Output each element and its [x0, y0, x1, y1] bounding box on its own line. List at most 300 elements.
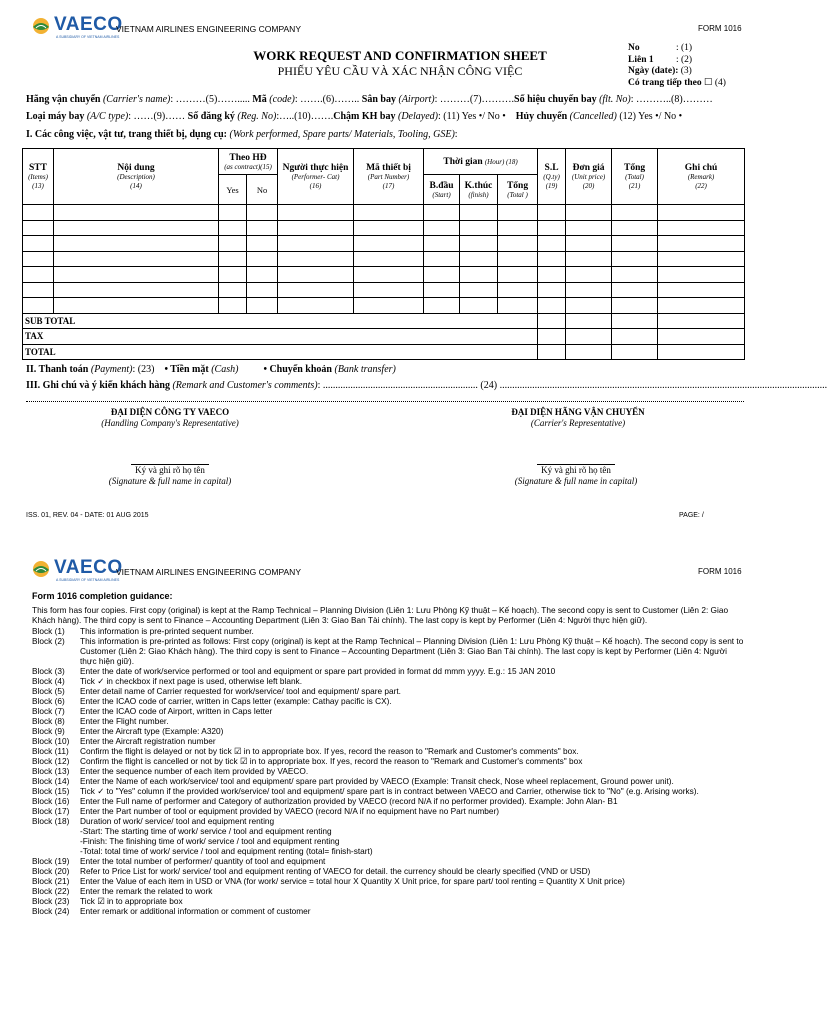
- left-sign-sub: (Handling Company's Representative): [101, 418, 239, 428]
- qty-en: (Q.ty): [543, 173, 560, 181]
- table-cell[interactable]: [219, 220, 247, 236]
- block-label: Block (4): [32, 676, 65, 686]
- table-cell[interactable]: [354, 205, 424, 221]
- block-text: Tick ☑ in to appropriate box: [80, 896, 183, 906]
- total-cell[interactable]: [612, 344, 658, 360]
- guidance-row: [32, 756, 744, 766]
- airport-field[interactable]: : ………(7)……….: [434, 94, 515, 105]
- table-cell[interactable]: [566, 236, 612, 252]
- ttotal-en: (Total ): [507, 190, 528, 199]
- block-label: Block (8): [32, 716, 65, 726]
- table-row: [23, 220, 745, 236]
- carrier-field[interactable]: : ………(5)…….....: [170, 94, 250, 105]
- payment-line: [26, 364, 396, 375]
- table-cell[interactable]: [658, 236, 745, 252]
- reg-label-en: (Reg. No): [237, 111, 277, 122]
- form-subtitle: PHIẾU YÊU CẦU VÀ XÁC NHẬN CÔNG VIỆC: [277, 64, 523, 78]
- guidance-row: [32, 776, 744, 786]
- table-cell[interactable]: [54, 220, 219, 236]
- table-cell[interactable]: [612, 205, 658, 221]
- price-en: (Unit price): [571, 173, 606, 181]
- table-cell[interactable]: [658, 251, 745, 267]
- col-header-stt: [23, 149, 54, 205]
- remarks-dotted-line: [26, 401, 744, 402]
- table-cell[interactable]: [23, 267, 54, 283]
- tax-cell[interactable]: [658, 329, 745, 345]
- tax-cell[interactable]: [612, 329, 658, 345]
- right-sign-caption: (Signature & full name in capital): [514, 476, 638, 486]
- subtotal-cell[interactable]: [612, 313, 658, 329]
- ttotal-title: Tổng: [506, 180, 529, 191]
- remarks-field[interactable]: : .............................................................. (24) ...................................................................................................................................: [317, 380, 827, 391]
- block-label: Block (10): [32, 736, 70, 746]
- block-text: Enter the total number of performer/ quantity of tool and equipment: [80, 856, 326, 866]
- guidance-row: [32, 686, 744, 696]
- subtotal-cell[interactable]: [658, 313, 745, 329]
- actype-label: Loại máy bay: [26, 111, 85, 122]
- guidance-row: [32, 846, 744, 856]
- table-cell[interactable]: [54, 282, 219, 298]
- table-cell[interactable]: [219, 205, 247, 221]
- table-cell[interactable]: [23, 282, 54, 298]
- table-cell[interactable]: [354, 298, 424, 314]
- block-text: Enter the ICAO code of Airport, written in Caps letter: [80, 706, 273, 716]
- left-sign-label: Ký và ghi rõ họ tên: [131, 464, 209, 475]
- guidance-row: [32, 796, 744, 806]
- table-cell[interactable]: [424, 267, 460, 283]
- block-text: Enter the Value of each item in USD or VNA (for work/ service = total hour X Quantity X Unit price, for spare part/ tool renting = Quantity X Unit price): [80, 876, 625, 886]
- table-cell[interactable]: [460, 267, 498, 283]
- table-cell[interactable]: [612, 251, 658, 267]
- table-cell[interactable]: [612, 267, 658, 283]
- right-signature-line[interactable]: [466, 465, 686, 487]
- cancel-label: Hủy chuyến: [515, 111, 568, 122]
- table-cell[interactable]: [354, 251, 424, 267]
- cancel-checkbox[interactable]: (12) Yes •/ No •: [619, 111, 683, 122]
- flight-field[interactable]: : ………..(8)………: [630, 94, 713, 105]
- table-cell[interactable]: [424, 220, 460, 236]
- section-1-heading: [26, 129, 458, 140]
- col-header-qty: [538, 149, 566, 205]
- actype-field[interactable]: : ……(9)……: [128, 111, 186, 122]
- guidance-row: [32, 696, 744, 706]
- block-label: Block (1): [32, 626, 65, 636]
- block-label: Block (24): [32, 906, 70, 916]
- delay-checkbox[interactable]: : (11) Yes •/ No •: [437, 111, 506, 122]
- guidance-row: [32, 866, 744, 876]
- block-text: -Total: total time of work/ service / tool and equipment renting (total= finish-start): [80, 846, 373, 856]
- table-cell[interactable]: [658, 282, 745, 298]
- guidance-row: [32, 726, 744, 736]
- block-label: [32, 836, 80, 846]
- guidance-row: [32, 816, 744, 826]
- block-text: Enter detail name of Carrier requested for work/service/ tool and equipment/ spare part.: [80, 686, 401, 696]
- table-cell[interactable]: [354, 282, 424, 298]
- table-cell[interactable]: [424, 282, 460, 298]
- col-header-performer: [278, 149, 354, 205]
- block-text: Refer to Price List for work/ service/ tool and equipment renting of VAECO for detail. the currency should be clearly specified (VND or USD): [80, 866, 591, 876]
- stt-no: (13): [32, 182, 44, 190]
- table-cell[interactable]: [498, 267, 538, 283]
- aircraft-line: [26, 111, 682, 122]
- form-title: WORK REQUEST AND CONFIRMATION SHEET: [253, 48, 547, 63]
- table-cell[interactable]: [658, 298, 745, 314]
- part-title: Mã thiết bị: [366, 163, 411, 173]
- guidance-row: [32, 636, 744, 666]
- total-en: (Total): [625, 173, 644, 181]
- guidance-row: [32, 766, 744, 776]
- tax-label: TAX: [23, 329, 538, 345]
- block-label: Block (13): [32, 766, 70, 776]
- table-cell[interactable]: [278, 298, 354, 314]
- issue-info: ISS. 01, REV. 04 - DATE: 01 AUG 2015: [26, 512, 149, 519]
- block-label: Block (3): [32, 666, 65, 676]
- table-cell[interactable]: [538, 298, 566, 314]
- table-cell[interactable]: [460, 298, 498, 314]
- table-cell[interactable]: [54, 298, 219, 314]
- next-page-checkbox[interactable]: ☐ (4): [704, 77, 726, 88]
- block-text: -Start: The starting time of work/ service / tool and equipment renting: [80, 826, 332, 836]
- table-cell[interactable]: [219, 236, 247, 252]
- col-header-description: [54, 149, 219, 205]
- code-label-en: (code): [269, 94, 295, 105]
- table-cell[interactable]: [219, 298, 247, 314]
- logo-text: VAECO: [54, 14, 123, 35]
- block-label: Block (23): [32, 896, 70, 906]
- guidance-row: [32, 626, 744, 636]
- table-cell[interactable]: [54, 267, 219, 283]
- total-no: (21): [628, 182, 641, 190]
- block-label: Block (17): [32, 806, 70, 816]
- block-text: Enter the Name of each work/service/ tool and equipment/ spare part provided by VAECO (Example: Transit check, Nose wheel replacement, Ground power unit).: [80, 776, 674, 786]
- table-cell[interactable]: [247, 251, 278, 267]
- table-cell[interactable]: [566, 251, 612, 267]
- table-cell[interactable]: [219, 267, 247, 283]
- table-cell[interactable]: [247, 220, 278, 236]
- table-cell[interactable]: [658, 220, 745, 236]
- block-label: Block (14): [32, 776, 70, 786]
- block-text: Confirm the flight is cancelled or not by tick ☑ in to appropriate box. If yes, record the reason to "Remark and Customer's comments" box: [80, 756, 583, 766]
- table-cell[interactable]: [612, 298, 658, 314]
- table-cell[interactable]: [538, 282, 566, 298]
- payment-no: : (23): [132, 364, 155, 375]
- right-sign-label: Ký và ghi rõ họ tên: [537, 464, 615, 475]
- table-cell[interactable]: [424, 251, 460, 267]
- left-sign-title: ĐẠI DIỆN CÔNG TY VAECO: [110, 407, 230, 417]
- copy-value: : (2): [676, 54, 693, 65]
- time-en: (Hour) (18): [484, 158, 518, 166]
- table-cell[interactable]: [278, 205, 354, 221]
- table-cell[interactable]: [23, 236, 54, 252]
- carrier-label-en: (Carrier's name): [102, 94, 171, 105]
- remarks-label: III. Ghi chú và ý kiến khách hàng: [26, 380, 170, 391]
- bank-option-en: (Bank transfer): [334, 364, 396, 375]
- company-name: VIETNAM AIRLINES ENGINEERING COMPANY: [116, 24, 301, 34]
- col-header-time: [424, 149, 538, 175]
- airport-label-en: (Airport): [398, 94, 435, 105]
- tax-cell[interactable]: [538, 329, 566, 345]
- cash-option-en: (Cash): [211, 364, 239, 375]
- right-signature-block: [468, 407, 688, 429]
- remarks-line[interactable]: [26, 380, 827, 391]
- table-cell[interactable]: [354, 236, 424, 252]
- table-row: [23, 282, 745, 298]
- table-cell[interactable]: [566, 282, 612, 298]
- table-cell[interactable]: [498, 282, 538, 298]
- section-1-label-en: (Work performed, Spare parts/ Materials, Tooling, GSE): [229, 129, 455, 140]
- part-en: (Part Number): [367, 173, 410, 181]
- block-label: Block (11): [32, 746, 69, 756]
- block-text: Confirm the flight is delayed or not by tick ☑ in to appropriate box. If yes, record the reason to "Remark and Customer's comments" box.: [80, 746, 579, 756]
- desc-en: (Description): [117, 173, 155, 181]
- perf-title: Người thực hiện: [282, 163, 349, 173]
- block-text: Tick ✓ to "Yes" column if the provided work/service/ tool and equipment/ spare part is in contract between VAECO and Carrier, otherwise tick to "No" (e.g. Arising works).: [80, 786, 699, 796]
- table-cell[interactable]: [566, 205, 612, 221]
- table-cell[interactable]: [247, 205, 278, 221]
- table-cell[interactable]: [247, 267, 278, 283]
- table-cell[interactable]: [460, 220, 498, 236]
- cancel-label-en: (Cancelled): [569, 111, 617, 122]
- guidance-row: [32, 876, 744, 886]
- block-text: Duration of work/ service/ tool and equipment renting: [80, 816, 275, 826]
- table-cell[interactable]: [424, 298, 460, 314]
- col-header-unit-price: [566, 149, 612, 205]
- guidance-blocks: [32, 626, 744, 916]
- subtotal-cell[interactable]: [566, 313, 612, 329]
- table-cell[interactable]: [54, 251, 219, 267]
- block-label: Block (18): [32, 816, 70, 826]
- form-number-page2: FORM 1016: [698, 567, 742, 576]
- start-en: (Start): [432, 190, 451, 199]
- tax-cell[interactable]: [566, 329, 612, 345]
- right-sign-sub: (Carrier's Representative): [530, 418, 626, 428]
- code-label: Mã: [252, 94, 267, 105]
- left-signature-block: [60, 407, 280, 429]
- payment-label-en: (Payment): [90, 364, 133, 375]
- col-header-finish: [460, 175, 498, 205]
- table-cell[interactable]: [278, 251, 354, 267]
- logo-tagline: A SUBSIDIARY OF VIETNAM AIRLINES: [56, 35, 120, 39]
- form-number: FORM 1016: [698, 24, 742, 33]
- guidance-row: [32, 706, 744, 716]
- perf-no: (16): [309, 182, 322, 190]
- page-number: PAGE: /: [679, 512, 704, 519]
- logo-tagline: A SUBSIDIARY OF VIETNAM AIRLINES: [56, 578, 120, 582]
- table-cell[interactable]: [612, 220, 658, 236]
- block-text: Enter the Aircraft type (Example: A320): [80, 726, 224, 736]
- perf-en: (Performer- Cat): [291, 173, 340, 181]
- table-cell[interactable]: [538, 236, 566, 252]
- guidance-intro: This form has four copies. First copy (original) is kept at the Ramp Technical – Planning Division (Liên 1: Lưu Phòng Kỹ thuật – Kế hoạch). The second copy is sent to Customer (Liên 2: Giao Khách hàng). The third copy is sent to Finance – Accounting Department (Liên 3: Giao Ban Tài chính). The last copy is kept by Performer (Liên 4: Người thực hiện giữ).: [32, 605, 729, 625]
- guidance-row: [32, 736, 744, 746]
- table-row: [23, 236, 745, 252]
- table-cell[interactable]: [566, 220, 612, 236]
- table-cell[interactable]: [498, 236, 538, 252]
- table-cell[interactable]: [538, 220, 566, 236]
- table-cell[interactable]: [538, 267, 566, 283]
- section-1-colon: :: [454, 129, 458, 140]
- table-row: [23, 205, 745, 221]
- left-signature-line[interactable]: [60, 465, 280, 487]
- remark-title: Ghi chú: [684, 163, 718, 173]
- col-header-yes: Yes: [219, 175, 247, 205]
- col-header-remark: [658, 149, 745, 205]
- table-cell[interactable]: [566, 298, 612, 314]
- table-cell[interactable]: [247, 282, 278, 298]
- block-label: Block (22): [32, 886, 70, 896]
- contract-title: Theo HĐ: [229, 152, 267, 163]
- table-cell[interactable]: [424, 205, 460, 221]
- stt-title: STT: [29, 163, 47, 173]
- table-cell[interactable]: [658, 267, 745, 283]
- remark-en: (Remark): [687, 173, 715, 181]
- price-title: Đơn giá: [572, 163, 605, 173]
- block-text: Enter the sequence number of each item provided by VAECO.: [80, 766, 309, 776]
- company-name-page2: VIETNAM AIRLINES ENGINEERING COMPANY: [116, 567, 301, 577]
- block-text: Enter the Full name of performer and Category of authorization provided by VAECO (record N/A if no performer provided). Example: John Alan- B1: [80, 796, 618, 806]
- block-text: This information is pre-printed sequent number.: [80, 626, 254, 636]
- table-cell[interactable]: [460, 205, 498, 221]
- col-header-no: No: [247, 175, 278, 205]
- table-cell[interactable]: [460, 236, 498, 252]
- payment-label: II. Thanh toán: [26, 364, 89, 375]
- carrier-label: Hãng vận chuyển: [26, 94, 101, 105]
- table-cell[interactable]: [278, 220, 354, 236]
- finish-title: K.thúc: [464, 180, 493, 191]
- copy-label: Liên 1: [628, 54, 654, 65]
- block-label: Block (15): [32, 786, 70, 796]
- table-cell[interactable]: [54, 236, 219, 252]
- table-cell[interactable]: [460, 282, 498, 298]
- block-label: Block (2): [32, 636, 65, 646]
- col-header-time-total: [498, 175, 538, 205]
- reg-field[interactable]: :…..(10)…….: [276, 111, 334, 122]
- date-label: Ngày (date):: [628, 66, 679, 76]
- table-cell[interactable]: [612, 282, 658, 298]
- block-label: [32, 846, 80, 856]
- table-cell[interactable]: [538, 251, 566, 267]
- qty-title: S.L: [544, 163, 559, 173]
- guidance-row: [32, 676, 744, 686]
- table-row: [23, 267, 745, 283]
- remark-no: (22): [695, 182, 707, 190]
- guidance-row: [32, 906, 744, 916]
- completion-guidance: [32, 591, 744, 1024]
- table-cell[interactable]: [23, 220, 54, 236]
- no-label: No: [628, 43, 640, 53]
- guidance-row: [32, 746, 744, 756]
- col-header-total: [612, 149, 658, 205]
- table-cell[interactable]: [498, 220, 538, 236]
- table-cell[interactable]: [354, 220, 424, 236]
- no-value: : (1): [676, 43, 693, 53]
- vaeco-logo: [30, 14, 123, 39]
- left-sign-caption: (Signature & full name in capital): [108, 476, 232, 486]
- block-text: Enter the date of work/service performed or tool and equipment or spare part provided in format dd mmm yyyy. E.g.: 15 JAN 2010: [80, 666, 556, 676]
- right-sign-title: ĐẠI DIỆN HÃNG VẬN CHUYỂN: [511, 407, 645, 417]
- lotus-logo-icon: [30, 14, 52, 36]
- table-cell[interactable]: [658, 205, 745, 221]
- table-cell[interactable]: [424, 236, 460, 252]
- table-cell[interactable]: [566, 267, 612, 283]
- table-cell[interactable]: [612, 236, 658, 252]
- date-value: (3): [680, 66, 692, 76]
- table-cell[interactable]: [498, 205, 538, 221]
- reg-label: Số đăng ký: [187, 111, 235, 122]
- table-cell[interactable]: [219, 282, 247, 298]
- time-title: Thời gian: [443, 157, 483, 167]
- block-label: Block (16): [32, 796, 70, 806]
- table-row: [23, 298, 745, 314]
- section-1-label: I. Các công việc, vật tư, trang thiết bị, dụng cụ:: [26, 129, 227, 140]
- block-text: Enter remark or additional information or comment of customer: [80, 906, 311, 916]
- block-text: -Finish: The finishing time of work/ service / tool and equipment renting: [80, 836, 340, 846]
- total-title: Tổng: [623, 163, 646, 173]
- block-label: Block (5): [32, 686, 65, 696]
- table-cell[interactable]: [278, 236, 354, 252]
- table-cell[interactable]: [278, 267, 354, 283]
- table-cell[interactable]: [278, 282, 354, 298]
- guidance-row: [32, 836, 744, 846]
- table-cell[interactable]: [460, 251, 498, 267]
- total-cell[interactable]: [658, 344, 745, 360]
- table-cell[interactable]: [54, 205, 219, 221]
- vaeco-logo-page2: [30, 557, 123, 582]
- table-cell[interactable]: [498, 251, 538, 267]
- guidance-title: Form 1016 completion guidance:: [32, 591, 173, 601]
- table-cell[interactable]: [538, 205, 566, 221]
- table-cell[interactable]: [247, 236, 278, 252]
- block-label: Block (12): [32, 756, 70, 766]
- code-field[interactable]: : …….(6)……..: [294, 94, 360, 105]
- next-page-label: Có trang tiếp theo: [628, 77, 702, 88]
- table-cell[interactable]: [23, 298, 54, 314]
- actype-label-en: (A/C type): [86, 111, 129, 122]
- bank-transfer-option[interactable]: • Chuyển khoản: [263, 364, 332, 375]
- block-text: Enter the Flight number.: [80, 716, 169, 726]
- block-label: Block (21): [32, 876, 70, 886]
- guidance-row: [32, 666, 744, 676]
- block-label: Block (20): [32, 866, 70, 876]
- remarks-label-en: (Remark and Customer's comments): [172, 380, 318, 391]
- col-header-contract: [219, 149, 278, 175]
- table-cell[interactable]: [498, 298, 538, 314]
- meta-box: [628, 43, 726, 89]
- guidance-row: [32, 826, 744, 836]
- guidance-row: [32, 886, 744, 896]
- block-label: Block (6): [32, 696, 65, 706]
- subtotal-cell[interactable]: [538, 313, 566, 329]
- table-cell[interactable]: [354, 267, 424, 283]
- part-no: (17): [382, 182, 395, 190]
- work-table: [22, 148, 745, 360]
- logo-text: VAECO: [54, 557, 123, 578]
- block-text: Tick ✓ in checkbox if next page is used, otherwise left blank.: [80, 676, 303, 686]
- table-cell[interactable]: [23, 251, 54, 267]
- block-label: Block (7): [32, 706, 65, 716]
- block-text: Enter the Aircraft registration number: [80, 736, 216, 746]
- total-cell[interactable]: [538, 344, 566, 360]
- total-cell[interactable]: [566, 344, 612, 360]
- block-text: Enter the ICAO code of carrier, written in Caps letter (example: Cathay pacific is CX).: [80, 696, 392, 706]
- table-cell[interactable]: [219, 251, 247, 267]
- flight-label-en: (flt. No): [599, 94, 631, 105]
- col-header-part: [354, 149, 424, 205]
- block-label: Block (9): [32, 726, 65, 736]
- cash-option[interactable]: • Tiền mặt: [164, 364, 209, 375]
- table-cell[interactable]: [23, 205, 54, 221]
- table-cell[interactable]: [247, 298, 278, 314]
